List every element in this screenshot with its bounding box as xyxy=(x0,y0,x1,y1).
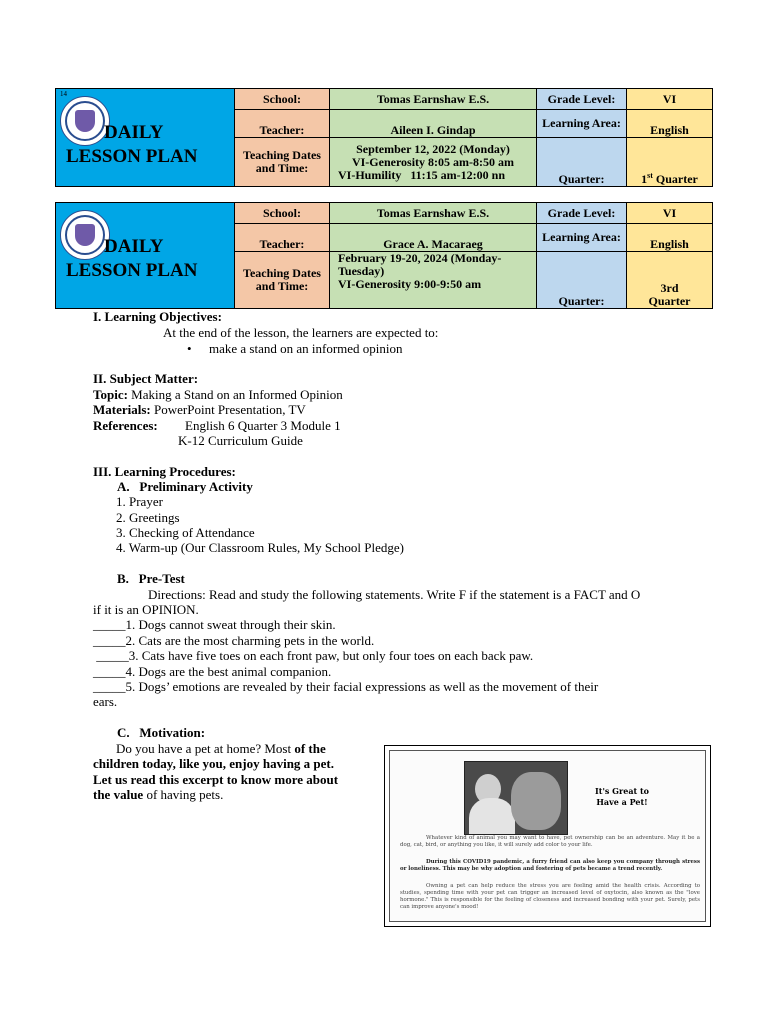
grade-value: VI xyxy=(627,89,713,110)
excerpt-paragraph: Owning a pet can help reduce the stress you are feeling amid the health crisis. According to studies, spending time with your pet can trigger an increased level of oxytocin, also known as the "love hormone." This is responsible for the feeling of closeness and increased bonding with your pet. Surely, pets can improve anyone's mood! xyxy=(400,883,700,910)
learning-area-value: English xyxy=(627,224,713,252)
grade-label: Grade Level: xyxy=(537,89,627,110)
preliminary-item: 1. Prayer xyxy=(116,494,163,509)
reference-1: English 6 Quarter 3 Module 1 xyxy=(185,418,341,433)
materials-line: Materials: PowerPoint Presentation, TV xyxy=(93,402,306,417)
school-label: School: xyxy=(235,203,330,224)
lesson-plan-header-2 xyxy=(55,202,713,309)
pretest-item: _____3. Cats have five toes on each front paw, but only four toes on each back paw. xyxy=(93,648,534,663)
excerpt-paragraph: During this COVID19 pandemic, a furry friend can also keep you company through stress or loneliness. This may be why adoption and fostering of pets became a trend recently. xyxy=(400,859,700,872)
preliminary-item: 2. Greetings xyxy=(116,510,180,525)
dates-label: Teaching Dates and Time: xyxy=(235,252,330,309)
pretest-directions-cont: if it is an OPINION. xyxy=(93,602,199,617)
references-label: References: xyxy=(93,418,158,433)
dates-value: February 19-20, 2024 (Monday- Tuesday) VI-Generosity 9:00-9:50 am xyxy=(330,252,537,309)
header-title: DAILY LESSON PLAN xyxy=(66,236,198,281)
quarter-label: Quarter: xyxy=(537,138,627,187)
preliminary-item: 3. Checking of Attendance xyxy=(116,525,255,540)
grade-label: Grade Level: xyxy=(537,203,627,224)
learning-area-label: Learning Area: xyxy=(537,224,627,252)
topic-line: Topic: Making a Stand on an Informed Opinion xyxy=(93,387,343,402)
school-value: Tomas Earnshaw E.S. xyxy=(330,203,537,224)
quarter-label: Quarter: xyxy=(537,252,627,309)
pretest-directions: Directions: Read and study the following statements. Write F if the statement is a FACT and O xyxy=(148,587,641,602)
quarter-value: 3rd Quarter xyxy=(627,252,713,309)
preliminary-item: 4. Warm-up (Our Classroom Rules, My School Pledge) xyxy=(116,540,404,555)
header-title: DAILY LESSON PLAN xyxy=(66,122,198,167)
objectives-intro: At the end of the lesson, the learners are expected to: xyxy=(163,325,439,340)
motivation-text: Do you have a pet at home? Most of the xyxy=(116,741,326,756)
teacher-value: Grace A. Macaraeg xyxy=(330,224,537,252)
lesson-plan-header-1 xyxy=(55,88,713,187)
dates-label: Teaching Dates and Time: xyxy=(235,138,330,187)
motivation-text: Let us read this excerpt to know more about xyxy=(93,772,339,787)
page-number: 14 xyxy=(60,90,67,98)
objective-item: make a stand on an informed opinion xyxy=(209,341,403,356)
objective-bullet: • xyxy=(187,341,192,356)
motivation-text: children today, like you, enjoy having a pet. xyxy=(93,756,335,771)
pretest-item: _____2. Cats are the most charming pets in the world. xyxy=(93,633,375,648)
teacher-value: Aileen I. Gindap xyxy=(330,110,537,138)
school-value: Tomas Earnshaw E.S. xyxy=(330,89,537,110)
teacher-label: Teacher: xyxy=(235,110,330,138)
pretest-item: _____1. Dogs cannot sweat through their skin. xyxy=(93,617,336,632)
pet-excerpt-image xyxy=(384,745,711,927)
reference-2: K-12 Curriculum Guide xyxy=(178,433,303,448)
child-with-dog-photo xyxy=(464,761,568,835)
excerpt-title: It's Great to Have a Pet! xyxy=(595,786,650,807)
header-title-cell xyxy=(56,89,235,187)
school-label: School: xyxy=(235,89,330,110)
motivation-text: the value of having pets. xyxy=(93,787,224,802)
excerpt-paragraph: Whatever kind of animal you may want to have, pet ownership can be an adventure. May it be a dog, cat, bird, or anything you like, it will surely add color to your life. xyxy=(400,835,700,848)
teacher-label: Teacher: xyxy=(235,224,330,252)
subject-matter-heading: II. Subject Matter: xyxy=(93,371,199,386)
pretest-item: _____4. Dogs are the best animal companion. xyxy=(93,664,332,679)
pretest-heading: B. Pre-Test xyxy=(117,571,185,586)
header-title-cell xyxy=(56,203,235,309)
motivation-heading: C. Motivation: xyxy=(117,725,206,740)
learning-area-value: English xyxy=(627,110,713,138)
pretest-item: _____5. Dogs’ emotions are revealed by their facial expressions as well as the movement of their xyxy=(93,679,599,694)
objectives-heading: I. Learning Objectives: xyxy=(93,309,222,324)
pretest-item-cont: ears. xyxy=(93,694,118,709)
procedures-heading: III. Learning Procedures: xyxy=(93,464,236,479)
quarter-value: 1st Quarter xyxy=(627,138,713,187)
preliminary-heading: A. Preliminary Activity xyxy=(117,479,253,494)
grade-value: VI xyxy=(627,203,713,224)
learning-area-label: Learning Area: xyxy=(537,110,627,138)
dates-value: September 12, 2022 (Monday) VI-Generosity 8:05 am-8:50 am VI-Humility 11:15 am-12:00 nn xyxy=(330,138,537,187)
